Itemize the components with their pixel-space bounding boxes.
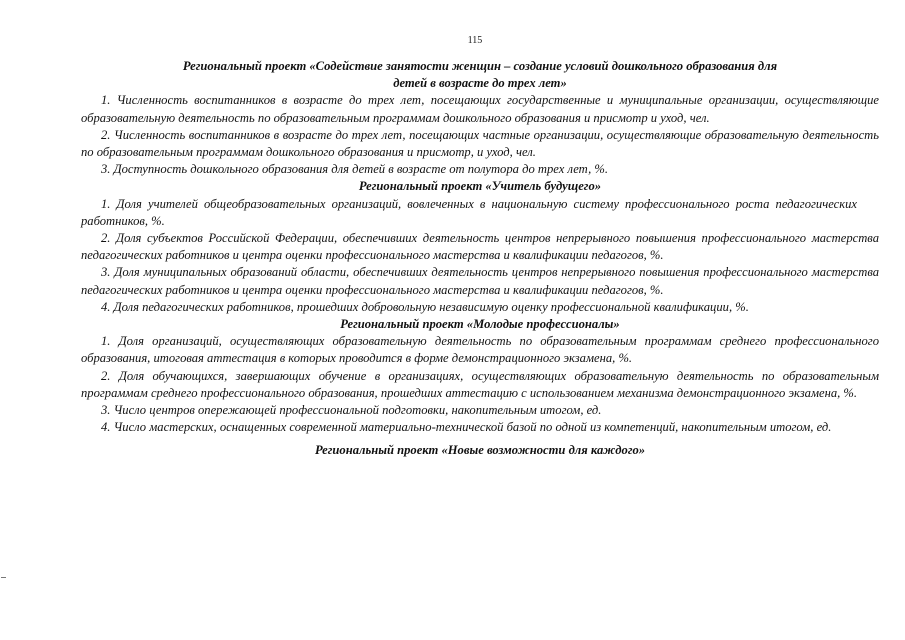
document-body xyxy=(81,58,879,460)
list-item: 3. Доступность дошкольного образования для детей в возрасте от полутора до трех лет, %. xyxy=(101,162,609,177)
list-item: 2. Численность воспитанников в возрасте до трех лет, посещающих частные организации, осуществляющие образовательную деятельность по образовательным программам дошкольного образования и присмотр, и уход, чел. xyxy=(81,127,879,160)
section-title: Региональный проект «Молодые профессионалы» xyxy=(340,317,620,332)
list-item: 4. Доля педагогических работников, прошедших добровольную независимую оценку профессиональной квалификации, %. xyxy=(101,299,749,314)
section-title: Региональный проект «Содействие занятости женщин – создание условий дошкольного образования для детей в возрасте до трех лет» xyxy=(182,59,778,91)
list-item: 2. Доля обучающихся, завершающих обучение в организациях, осуществляющих образовательную деятельность по образовательным программам среднего профессионального образования, прошедших аттестацию с использованием механизма демонстрационного экзамена, %. xyxy=(81,368,879,400)
list-item: 3. Доля муниципальных образований области, обеспечивших деятельность центров непрерывного повышения профессионального мастерства педагогических работников и центра оценки профессионального мастерства и квалификации педагогов, %. xyxy=(81,265,879,297)
scan-edge-mark xyxy=(1,577,6,578)
list-item: 4. Число мастерских, оснащенных современной материально-технической базой по одной из компетенций, накопительным итогом, ед. xyxy=(101,420,832,435)
list-item: 2. Доля субъектов Российской Федерации, обеспечивших деятельность центров непрерывного повышения профессионального мастерства педагогических работников и центра оценки профессионального мастерства и квалификации педагогов, %. xyxy=(81,231,879,263)
section-title: Региональный проект «Новые возможности для каждого» xyxy=(314,443,646,458)
page-number: 115 xyxy=(467,35,483,46)
list-item: 1. Доля организаций, осуществляющих образовательную деятельность по образовательным программам среднего профессионального образования, итоговая аттестация в которых проводится в форме демонстрационного экзамена, %. xyxy=(81,334,879,366)
list-item: 1. Доля учителей общеобразовательных организаций, вовлеченных в национальную систему профессионального роста педагогических работников, %. xyxy=(81,196,857,228)
list-item: 3. Число центров опережающей профессиональной подготовки, накопительным итогом, ед. xyxy=(101,403,602,418)
section-title: Региональный проект «Учитель будущего» xyxy=(358,179,602,194)
list-item: 1. Численность воспитанников в возрасте до трех лет, посещающих государственные и муниципальные организации, осуществляющие образовательную деятельность по образовательным программам дошкольного образования и присмотр и уход, чел. xyxy=(81,93,879,125)
